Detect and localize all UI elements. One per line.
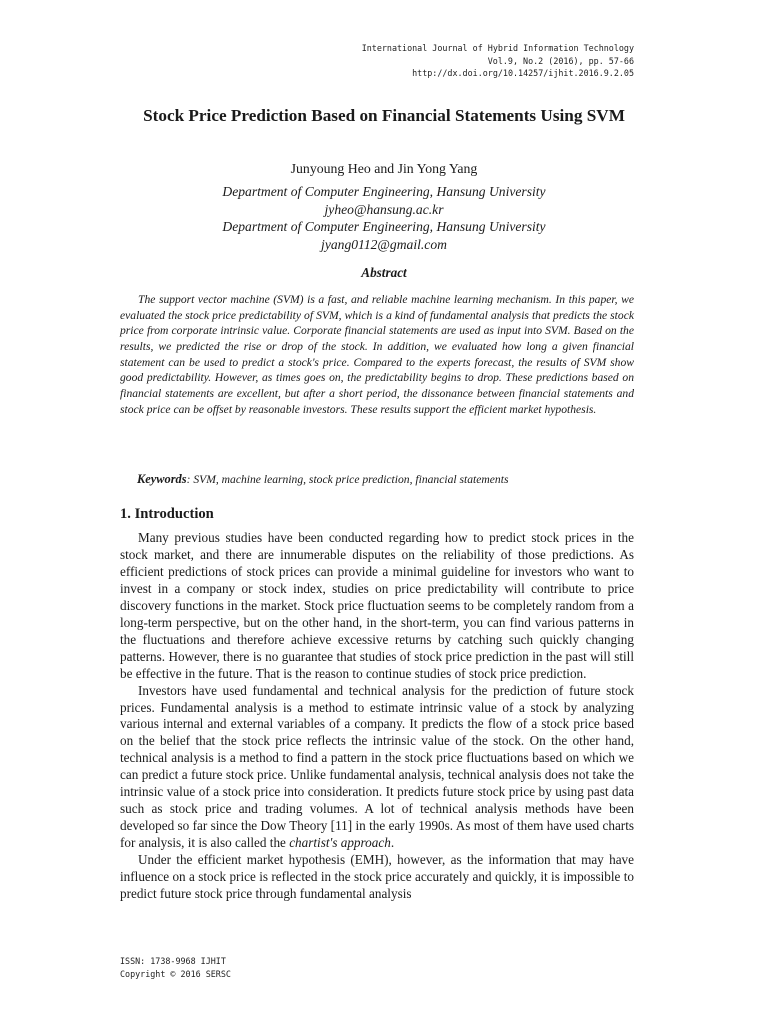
- affiliation-1: Department of Computer Engineering, Hansung University: [222, 184, 546, 199]
- affiliations: [0, 183, 768, 253]
- paragraph-2-text: Investors have used fundamental and technical analysis for the prediction of future stock prices. Fundamental analysis is a method to estimate intrinsic value of a stock by analyzing various internal and external variables of a company. It predicts the flow of a stock price based on the belief that the stock price reflects the intrinsic value of the stock. On the other hand, technical analysis is a method to find a pattern in the stock price fluctuations based on which we can predict a future stock price. Unlike fundamental analysis, technical analysis does not take the intrinsic value of a stock price into consideration. It predicts future stock price by using past data such as stock price and trading volumes. A lot of technical analysis methods have been developed so far since the Dow Theory [11] in the early 1990s. As most of them have used charts for analysis, it is also called the: [120, 682, 634, 851]
- journal-header: [362, 42, 634, 80]
- paragraph-2-end: .: [390, 835, 395, 851]
- abstract-text: The support vector machine (SVM) is a fast, and reliable machine learning mechanism. In this paper, we evaluated the stock price predictability of SVM, which is a kind of fundamental analysis that predicts the stock price from corporate intrinsic value. Corporate financial statements are used as input into SVM. Based on the results, we predicted the rise or drop of the stock. In addition, we evaluated how long a given financial statement can be used to predict a stock's price. Compared to the experts forecast, the results of SVM show good predictability. However, as times goes on, the predictability begins to drop. These predictions based on financial statements are excellent, but after a short period, the dissonance between financial statements and stock price can be offset by reasonable investors. These results support the efficient market hypothesis.: [120, 293, 634, 416]
- copyright-line: Copyright © 2016 SERSC: [120, 969, 231, 979]
- paragraph-1: Many previous studies have been conducted regarding how to predict stock prices in the stock market, and there are innumerable disputes on the reliability of those predictions. As efficient predictions of stock prices can provide a minimal guideline for investors who want to invest in a company or stock index, studies on price predictability will contribute to price discovery functions in the market. Stock price fluctuation seems to be completely random from a long-term perspective, but on the other hand, in the short-term, you can find various patterns in the fluctuations and therefore achieve excessive returns by catching such quickly changing patterns. However, there is no guarantee that studies of stock price prediction in the past will still be effective in the future. That is the reason to continue studies of stock price prediction.: [120, 530, 634, 681]
- journal-name: International Journal of Hybrid Information Technology: [361, 43, 634, 53]
- journal-volume: Vol.9, No.2 (2016), pp. 57-66: [487, 55, 634, 66]
- author-email-2[interactable]: jyang0112@gmail.com: [321, 236, 447, 252]
- author-email-1[interactable]: jyheo@hansung.ac.kr: [324, 201, 444, 217]
- section-heading-introduction: 1. Introduction: [120, 506, 214, 522]
- author-list: Junyoung Heo and Jin Yong Yang: [290, 161, 478, 176]
- paragraph-2: [120, 683, 634, 853]
- chartist-approach-term: chartist's approach: [289, 835, 391, 851]
- abstract-heading: Abstract: [361, 265, 407, 280]
- paragraph-3: Under the efficient market hypothesis (EMH), however, as the information that may have influence on a stock price is reflected in the stock price accurately and quickly, it is impossible to predict future stock price through fundamental analysis: [120, 852, 634, 902]
- keywords-text: : SVM, machine learning, stock price prediction, financial statements: [186, 473, 509, 486]
- paper-title: Stock Price Prediction Based on Financial Statements Using SVM: [143, 106, 625, 125]
- keywords-line: [137, 472, 508, 487]
- affiliation-2: Department of Computer Engineering, Hansung University: [222, 219, 546, 234]
- issn-line: ISSN: 1738-9968 IJHIT: [120, 956, 226, 966]
- page-footer: [120, 955, 231, 981]
- doi-link[interactable]: http://dx.doi.org/10.14257/ijhit.2016.9.2.05: [412, 68, 634, 78]
- keywords-label: Keywords: [137, 472, 187, 486]
- introduction-body: [120, 530, 634, 903]
